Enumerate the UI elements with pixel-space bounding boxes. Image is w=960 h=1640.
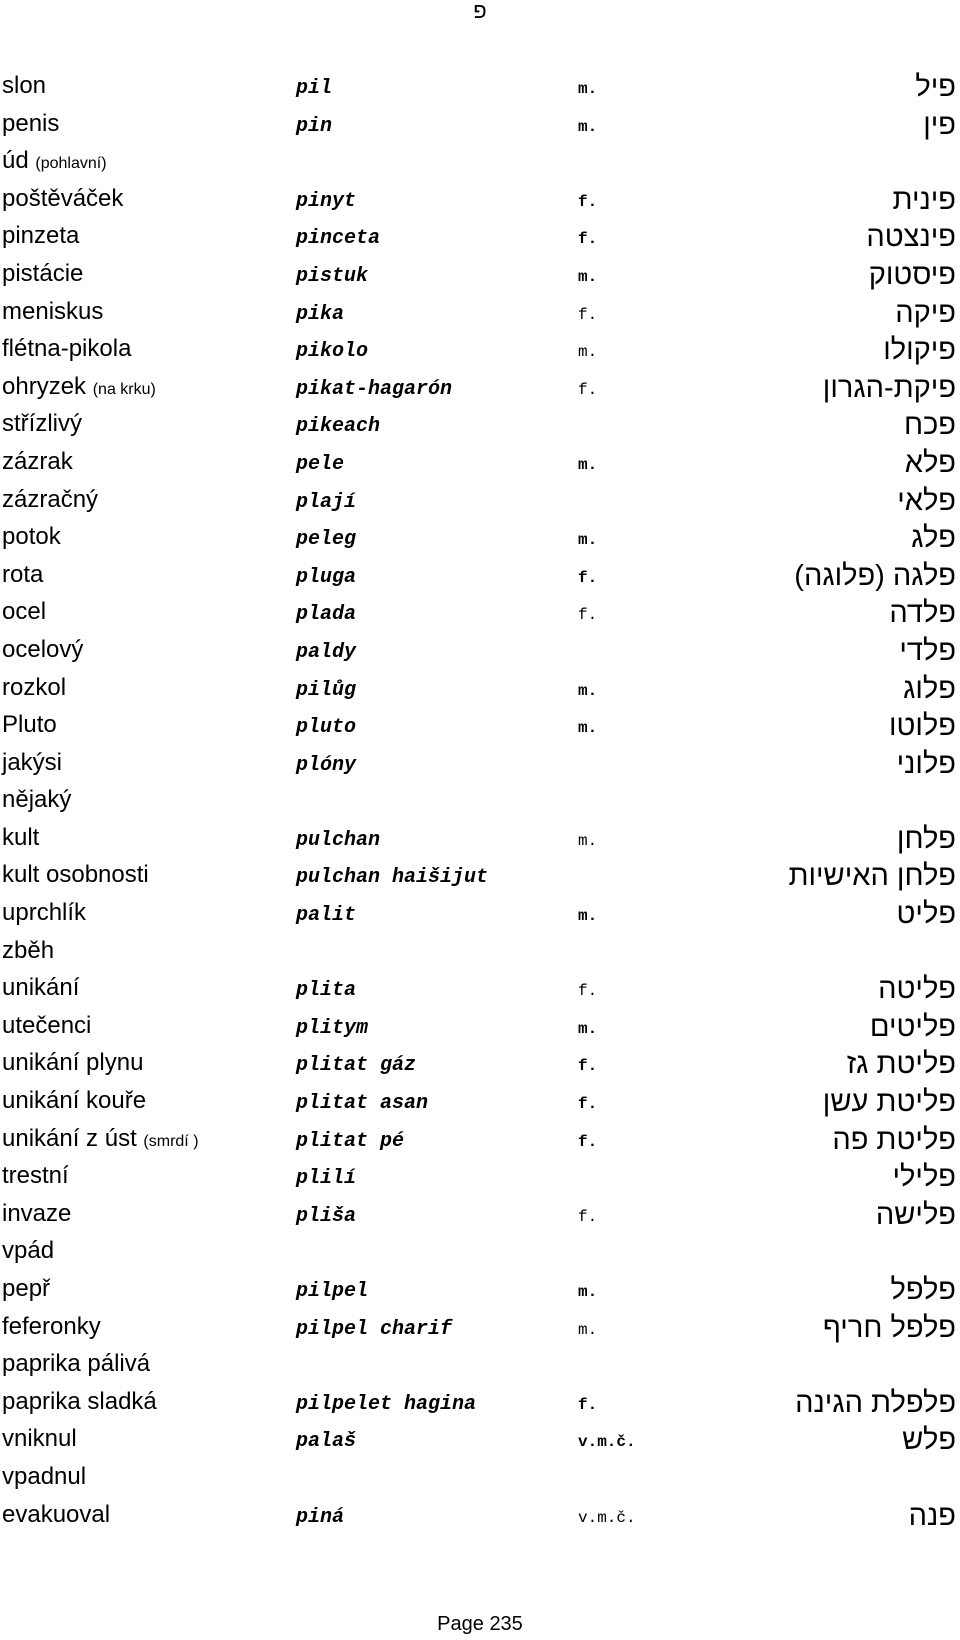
transliteration: plají (296, 490, 357, 514)
czech-term (2, 1161, 69, 1191)
hebrew-term: פלג (911, 522, 956, 555)
czech-term-text: zběh (2, 936, 55, 964)
czech-term (2, 297, 103, 327)
czech-term-text: unikání (2, 974, 80, 1002)
czech-term (2, 936, 54, 966)
transliteration: pikolo (296, 340, 369, 364)
entry-row (0, 1460, 960, 1498)
hebrew-term: פלש (902, 1424, 956, 1457)
grammar-tag: f. (578, 606, 598, 625)
czech-term (2, 1236, 54, 1266)
grammar-tag: f. (578, 982, 598, 1001)
entry-row (0, 633, 960, 671)
czech-term-text: feferonky (2, 1312, 101, 1340)
czech-term (2, 1387, 157, 1417)
hebrew-term: פלפלת הגינה (795, 1386, 956, 1419)
czech-term-text: vpadnul (2, 1462, 87, 1490)
czech-term (2, 1500, 110, 1530)
grammar-tag: m. (578, 681, 598, 700)
entry-row (0, 1197, 960, 1235)
hebrew-term: פלוג (903, 672, 956, 705)
hebrew-term: פלחן (896, 822, 956, 855)
czech-term (2, 1124, 199, 1157)
entry-row (0, 257, 960, 295)
entry-row (0, 1009, 960, 1047)
czech-term (2, 898, 86, 928)
entry-row (0, 708, 960, 746)
grammar-tag: f. (578, 1132, 598, 1151)
transliteration: pilůg (296, 678, 357, 702)
czech-term-text: unikání kouře (2, 1087, 147, 1115)
transliteration: plita (296, 979, 357, 1003)
entry-row (0, 1234, 960, 1272)
czech-term (2, 1424, 77, 1454)
czech-term (2, 1274, 50, 1304)
transliteration: pikeach (296, 415, 381, 439)
czech-term-text: ocelový (2, 635, 84, 663)
transliteration: palit (296, 904, 357, 928)
hebrew-term: פליטת גז (846, 1048, 956, 1081)
czech-term (2, 372, 156, 405)
hebrew-term: פליטה (878, 973, 956, 1006)
grammar-tag: f. (578, 230, 598, 249)
czech-term (2, 447, 73, 477)
czech-term-text: poštěváček (2, 184, 124, 212)
transliteration: pikat-hagarón (296, 377, 453, 401)
entry-row (0, 1422, 960, 1460)
czech-term (2, 1011, 91, 1041)
transliteration: pele (296, 452, 345, 476)
entry-row (0, 1385, 960, 1423)
grammar-tag: m. (578, 1320, 598, 1339)
entry-row (0, 595, 960, 633)
entry-row (0, 1122, 960, 1160)
hebrew-term: פלילי (892, 1161, 956, 1194)
czech-term (2, 259, 83, 289)
grammar-tag: m. (578, 719, 598, 738)
czech-term (2, 1199, 71, 1229)
entry-row (0, 671, 960, 709)
entry-row (0, 182, 960, 220)
czech-term-text: trestní (2, 1162, 69, 1190)
czech-term (2, 785, 71, 815)
czech-term (2, 485, 98, 515)
grammar-tag: m. (578, 80, 598, 98)
transliteration: pilpelet hagina (296, 1392, 477, 1416)
czech-term (2, 1349, 150, 1379)
hebrew-term: פליטת עשן (822, 1086, 956, 1119)
czech-term-text: úd (2, 147, 29, 175)
hebrew-term: פכח (904, 409, 956, 442)
transliteration: pin (296, 114, 333, 138)
transliteration: pluto (296, 716, 357, 740)
czech-term-text: nějaký (2, 786, 72, 814)
czech-term-text: paprika pálivá (2, 1350, 151, 1378)
entry-row (0, 558, 960, 596)
czech-term (2, 748, 62, 778)
hebrew-term: פלא (904, 446, 956, 479)
czech-term-text: meniskus (2, 297, 104, 325)
czech-term (2, 823, 39, 853)
entry-row (0, 1084, 960, 1122)
transliteration: palaš (296, 1430, 357, 1454)
czech-term (2, 860, 149, 890)
czech-term-text: vpád (2, 1237, 55, 1265)
czech-term-text: pinzeta (2, 222, 80, 250)
grammar-tag: m. (578, 117, 598, 136)
czech-term-text: ocel (2, 598, 47, 626)
hebrew-term: פיסטוק (868, 258, 956, 291)
hebrew-term: פינצטה (866, 221, 956, 254)
transliteration: paldy (296, 640, 357, 664)
czech-term-note: (pohlavní) (35, 155, 107, 173)
transliteration: plada (296, 603, 357, 627)
czech-term-text: uprchlík (2, 899, 87, 927)
entry-row (0, 445, 960, 483)
czech-term-text: rota (2, 560, 44, 588)
transliteration: plóny (296, 753, 357, 777)
transliteration: pulchan haišijut (296, 866, 489, 890)
transliteration: pinceta (296, 227, 381, 251)
czech-term (2, 1462, 86, 1492)
entry-row (0, 821, 960, 859)
transliteration: plitat asan (296, 1092, 429, 1116)
czech-term (2, 221, 79, 251)
entry-row (0, 107, 960, 145)
grammar-tag: f. (578, 1395, 598, 1414)
hebrew-term: פלוני (896, 747, 956, 780)
czech-term (2, 1086, 146, 1116)
czech-term (2, 109, 59, 139)
czech-term (2, 560, 43, 590)
grammar-tag: f. (578, 1057, 598, 1076)
hebrew-term: פינית (892, 183, 956, 216)
entry-row (0, 483, 960, 521)
entry-row (0, 1046, 960, 1084)
entry-row (0, 407, 960, 445)
entry-row (0, 896, 960, 934)
entry-row (0, 69, 960, 107)
hebrew-term: פלישה (875, 1198, 956, 1231)
entry-row (0, 1272, 960, 1310)
entry-row (0, 1498, 960, 1536)
czech-term (2, 973, 79, 1003)
grammar-tag: m. (578, 1283, 598, 1301)
grammar-tag: f. (578, 380, 598, 399)
entry-row (0, 295, 960, 333)
hebrew-term: פלדה (889, 597, 956, 630)
entry-row (0, 1159, 960, 1197)
czech-term-text: pistácie (2, 259, 84, 287)
czech-term-note: (na krku) (92, 380, 156, 398)
hebrew-term: פלחן האישיות (788, 860, 956, 893)
entry-row (0, 1347, 960, 1385)
czech-term-note: (smrdí ) (143, 1132, 199, 1150)
transliteration: peleg (296, 528, 357, 552)
hebrew-term: פליטים (869, 1010, 956, 1043)
czech-term (2, 334, 131, 364)
czech-term-text: paprika sladká (2, 1387, 157, 1415)
transliteration: pil (296, 77, 333, 100)
hebrew-term: פלדי (899, 634, 956, 667)
czech-term-text: flétna-pikola (2, 335, 132, 363)
grammar-tag: v.m.č. (578, 1433, 636, 1452)
entry-row (0, 370, 960, 408)
transliteration: piná (296, 1505, 345, 1529)
page-number: Page 235 (437, 1613, 523, 1635)
hebrew-term: פליטת פה (832, 1123, 956, 1156)
czech-term-text: potok (2, 523, 61, 551)
transliteration: pinyt (296, 189, 357, 213)
czech-term (2, 635, 83, 665)
transliteration: pilpel charif (296, 1317, 453, 1341)
hebrew-term: פלפל (890, 1274, 956, 1306)
hebrew-term: פיקה (895, 296, 956, 329)
czech-term-text: kult (2, 823, 40, 851)
hebrew-term: פיקולו (883, 334, 956, 367)
czech-term (2, 673, 66, 703)
czech-term (2, 1048, 143, 1078)
transliteration: plilí (296, 1167, 357, 1191)
czech-term-text: zázračný (2, 485, 99, 513)
entry-row (0, 144, 960, 182)
transliteration: plitym (296, 1016, 369, 1040)
czech-term (2, 710, 57, 740)
czech-term-text: slon (2, 72, 47, 99)
entry-row (0, 934, 960, 972)
hebrew-term: פיל (915, 71, 956, 103)
entry-row (0, 746, 960, 784)
czech-term (2, 597, 46, 627)
transliteration: plitat pé (296, 1129, 405, 1153)
entry-row (0, 219, 960, 257)
transliteration: pulchan (296, 828, 381, 852)
grammar-tag: m. (578, 1019, 598, 1038)
czech-term-text: pepř (2, 1275, 51, 1302)
czech-term-text: vniknul (2, 1425, 77, 1453)
czech-term (2, 522, 61, 552)
grammar-tag: f. (578, 1207, 598, 1226)
hebrew-term: פלאי (897, 484, 956, 517)
grammar-tag: v.m.č. (578, 1508, 636, 1527)
entry-row (0, 783, 960, 821)
transliteration: pistuk (296, 264, 369, 288)
grammar-tag: m. (578, 831, 598, 850)
czech-term-text: rozkol (2, 673, 67, 701)
transliteration: pliša (296, 1204, 357, 1228)
transliteration: pika (296, 302, 345, 326)
grammar-tag: m. (578, 267, 598, 286)
page-letter-header: פ (473, 0, 487, 23)
czech-term-text: střízlivý (2, 410, 82, 438)
hebrew-term: פלפל חריף (822, 1311, 956, 1344)
entry-row (0, 971, 960, 1009)
czech-term (2, 409, 82, 439)
czech-term-text: penis (2, 109, 60, 137)
czech-term-text: zázrak (2, 447, 73, 475)
czech-term (2, 146, 107, 179)
czech-term-text: kult osobnosti (2, 861, 149, 889)
czech-term (2, 1312, 101, 1342)
czech-term-text: utečenci (2, 1011, 92, 1039)
grammar-tag: m. (578, 531, 598, 550)
hebrew-term: פליט (896, 898, 956, 931)
czech-term (2, 184, 123, 214)
entry-row (0, 520, 960, 558)
czech-term-text: invaze (2, 1199, 72, 1227)
czech-term-text: unikání z úst (2, 1124, 137, 1152)
hebrew-term: פלגה (פלוגה) (794, 559, 956, 592)
czech-term-text: evakuoval (2, 1500, 111, 1528)
hebrew-term: פין (923, 108, 956, 141)
czech-term-text: jakýsi (2, 748, 63, 776)
hebrew-term: פלוטו (888, 710, 956, 743)
czech-term-text: ohryzek (2, 372, 87, 400)
hebrew-term: פנה (908, 1499, 956, 1532)
grammar-tag: m. (578, 907, 598, 926)
entry-row (0, 332, 960, 370)
entry-row (0, 858, 960, 896)
grammar-tag: f. (578, 568, 598, 587)
transliteration: pilpel (296, 1280, 369, 1303)
grammar-tag: f. (578, 1095, 598, 1114)
grammar-tag: f. (578, 192, 598, 211)
transliteration: plitat gáz (296, 1054, 417, 1078)
czech-term (2, 71, 46, 101)
grammar-tag: m. (578, 343, 598, 362)
entry-row (0, 1310, 960, 1348)
czech-term-text: Pluto (2, 711, 57, 739)
hebrew-term: פיקת-הגרון (822, 371, 956, 404)
czech-term-text: unikání plynu (2, 1049, 144, 1077)
grammar-tag: m. (578, 455, 598, 474)
transliteration: pluga (296, 565, 357, 589)
grammar-tag: f. (578, 305, 598, 324)
dictionary-entries (0, 69, 960, 1535)
